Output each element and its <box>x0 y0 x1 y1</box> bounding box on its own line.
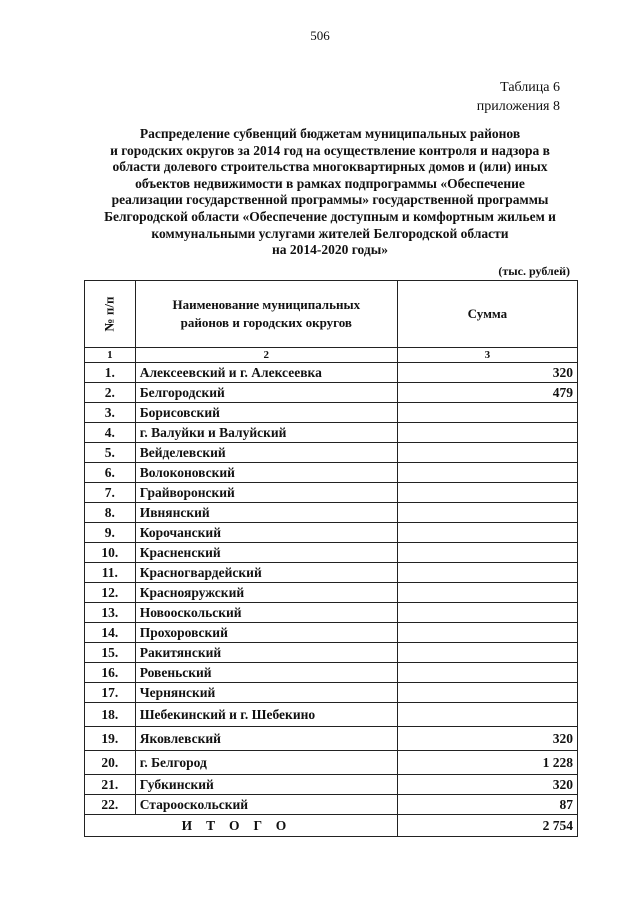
row-sum <box>397 683 577 703</box>
row-sum <box>397 623 577 643</box>
table-row <box>85 543 578 563</box>
header-num <box>85 281 136 348</box>
row-number: 12. <box>85 583 136 603</box>
row-number: 6. <box>85 463 136 483</box>
subvention-table <box>84 280 578 837</box>
header-name <box>135 281 397 348</box>
page-number: 506 <box>310 28 330 43</box>
row-number: 7. <box>85 483 136 503</box>
row-sum: 1 228 <box>397 751 577 775</box>
row-number: 15. <box>85 643 136 663</box>
row-name: Губкинский <box>135 775 397 795</box>
table-ref-line1: Таблица 6 <box>500 80 560 95</box>
column-index-row <box>85 348 578 363</box>
row-name: Волоконовский <box>135 463 397 483</box>
row-sum <box>397 583 577 603</box>
title-line: и городских округов за 2014 год на осуществление контроля и надзора в <box>110 142 550 158</box>
row-number: 11. <box>85 563 136 583</box>
table-row <box>85 775 578 795</box>
row-number: 1. <box>85 363 136 383</box>
row-name: Чернянский <box>135 683 397 703</box>
row-sum <box>397 543 577 563</box>
row-number: 22. <box>85 795 136 815</box>
row-sum: 87 <box>397 795 577 815</box>
row-sum: 320 <box>397 363 577 383</box>
row-number: 8. <box>85 503 136 523</box>
row-number: 21. <box>85 775 136 795</box>
table-row <box>85 623 578 643</box>
header-sum: Сумма <box>397 281 577 348</box>
table-reference <box>477 78 560 116</box>
table-row <box>85 363 578 383</box>
row-name: г. Белгород <box>135 751 397 775</box>
header-num-label: № п/п <box>101 296 117 332</box>
row-name: Старооскольский <box>135 795 397 815</box>
row-name: Краснояружский <box>135 583 397 603</box>
row-name: Яковлевский <box>135 727 397 751</box>
row-number: 20. <box>85 751 136 775</box>
table-row <box>85 583 578 603</box>
row-number: 2. <box>85 383 136 403</box>
row-name: Красненский <box>135 543 397 563</box>
table-row <box>85 703 578 727</box>
row-name: Красногвардейский <box>135 563 397 583</box>
row-sum <box>397 503 577 523</box>
table-row <box>85 403 578 423</box>
row-name: Алексеевский и г. Алексеевка <box>135 363 397 383</box>
row-sum: 320 <box>397 775 577 795</box>
title-line: коммунальными услугами жителей Белгородской области <box>151 225 509 241</box>
row-number: 4. <box>85 423 136 443</box>
column-index: 2 <box>135 348 397 363</box>
table-ref-line2: приложения 8 <box>476 99 560 114</box>
column-index: 1 <box>85 348 136 363</box>
table-row <box>85 503 578 523</box>
row-number: 10. <box>85 543 136 563</box>
table-row <box>85 751 578 775</box>
row-sum: 320 <box>397 727 577 751</box>
header-name-line2: районов и городских округов <box>180 315 352 330</box>
table-row <box>85 463 578 483</box>
table-row <box>85 383 578 403</box>
title-line: Распределение субвенций бюджетам муниципальных районов <box>139 126 521 141</box>
document-title <box>80 126 580 259</box>
row-name: Ровеньский <box>135 663 397 683</box>
row-number: 18. <box>85 703 136 727</box>
table-row <box>85 663 578 683</box>
row-name: Грайворонский <box>135 483 397 503</box>
row-name: Шебекинский и г. Шебекино <box>135 703 397 727</box>
row-number: 13. <box>85 603 136 623</box>
row-sum <box>397 483 577 503</box>
table-row <box>85 423 578 443</box>
row-number: 16. <box>85 663 136 683</box>
total-row <box>85 815 578 837</box>
table-row <box>85 727 578 751</box>
row-number: 14. <box>85 623 136 643</box>
row-sum <box>397 663 577 683</box>
table-row <box>85 603 578 623</box>
row-sum <box>397 443 577 463</box>
row-name: Белгородский <box>135 383 397 403</box>
row-name: Ракитянский <box>135 643 397 663</box>
row-name: Прохоровский <box>135 623 397 643</box>
row-name: Борисовский <box>135 403 397 423</box>
row-name: Корочанский <box>135 523 397 543</box>
row-sum <box>397 523 577 543</box>
row-number: 3. <box>85 403 136 423</box>
title-line: на 2014-2020 годы» <box>271 242 389 258</box>
row-number: 19. <box>85 727 136 751</box>
table-row <box>85 563 578 583</box>
title-line: объектов недвижимости в рамках подпрограммы «Обеспечение <box>135 175 525 191</box>
table-body <box>85 363 578 815</box>
row-sum <box>397 563 577 583</box>
row-number: 5. <box>85 443 136 463</box>
units-label: (тыс. рублей) <box>498 264 570 278</box>
row-name: Ивнянский <box>135 503 397 523</box>
row-number: 9. <box>85 523 136 543</box>
row-name: г. Валуйки и Валуйский <box>135 423 397 443</box>
title-line: области долевого строительства многоквартирных домов и (или) иных <box>112 159 548 175</box>
table-row <box>85 683 578 703</box>
table-row <box>85 795 578 815</box>
row-sum <box>397 423 577 443</box>
table-row <box>85 643 578 663</box>
row-name: Новооскольский <box>135 603 397 623</box>
row-sum <box>397 643 577 663</box>
row-name: Вейделевский <box>135 443 397 463</box>
title-line: реализации государственной программы» государственной программы <box>111 192 549 208</box>
table-header-row <box>85 281 578 348</box>
row-sum <box>397 603 577 623</box>
row-sum: 479 <box>397 383 577 403</box>
column-index: 3 <box>397 348 577 363</box>
row-sum <box>397 463 577 483</box>
table-row <box>85 483 578 503</box>
table-row <box>85 443 578 463</box>
total-sum: 2 754 <box>397 815 577 837</box>
row-sum <box>397 403 577 423</box>
row-sum <box>397 703 577 727</box>
title-line: Белгородской области «Обеспечение доступным и комфортным жильем и <box>104 208 556 224</box>
row-number: 17. <box>85 683 136 703</box>
total-label: ИТОГО <box>85 815 398 837</box>
header-name-line1: Наименование муниципальных <box>172 297 361 312</box>
table-row <box>85 523 578 543</box>
